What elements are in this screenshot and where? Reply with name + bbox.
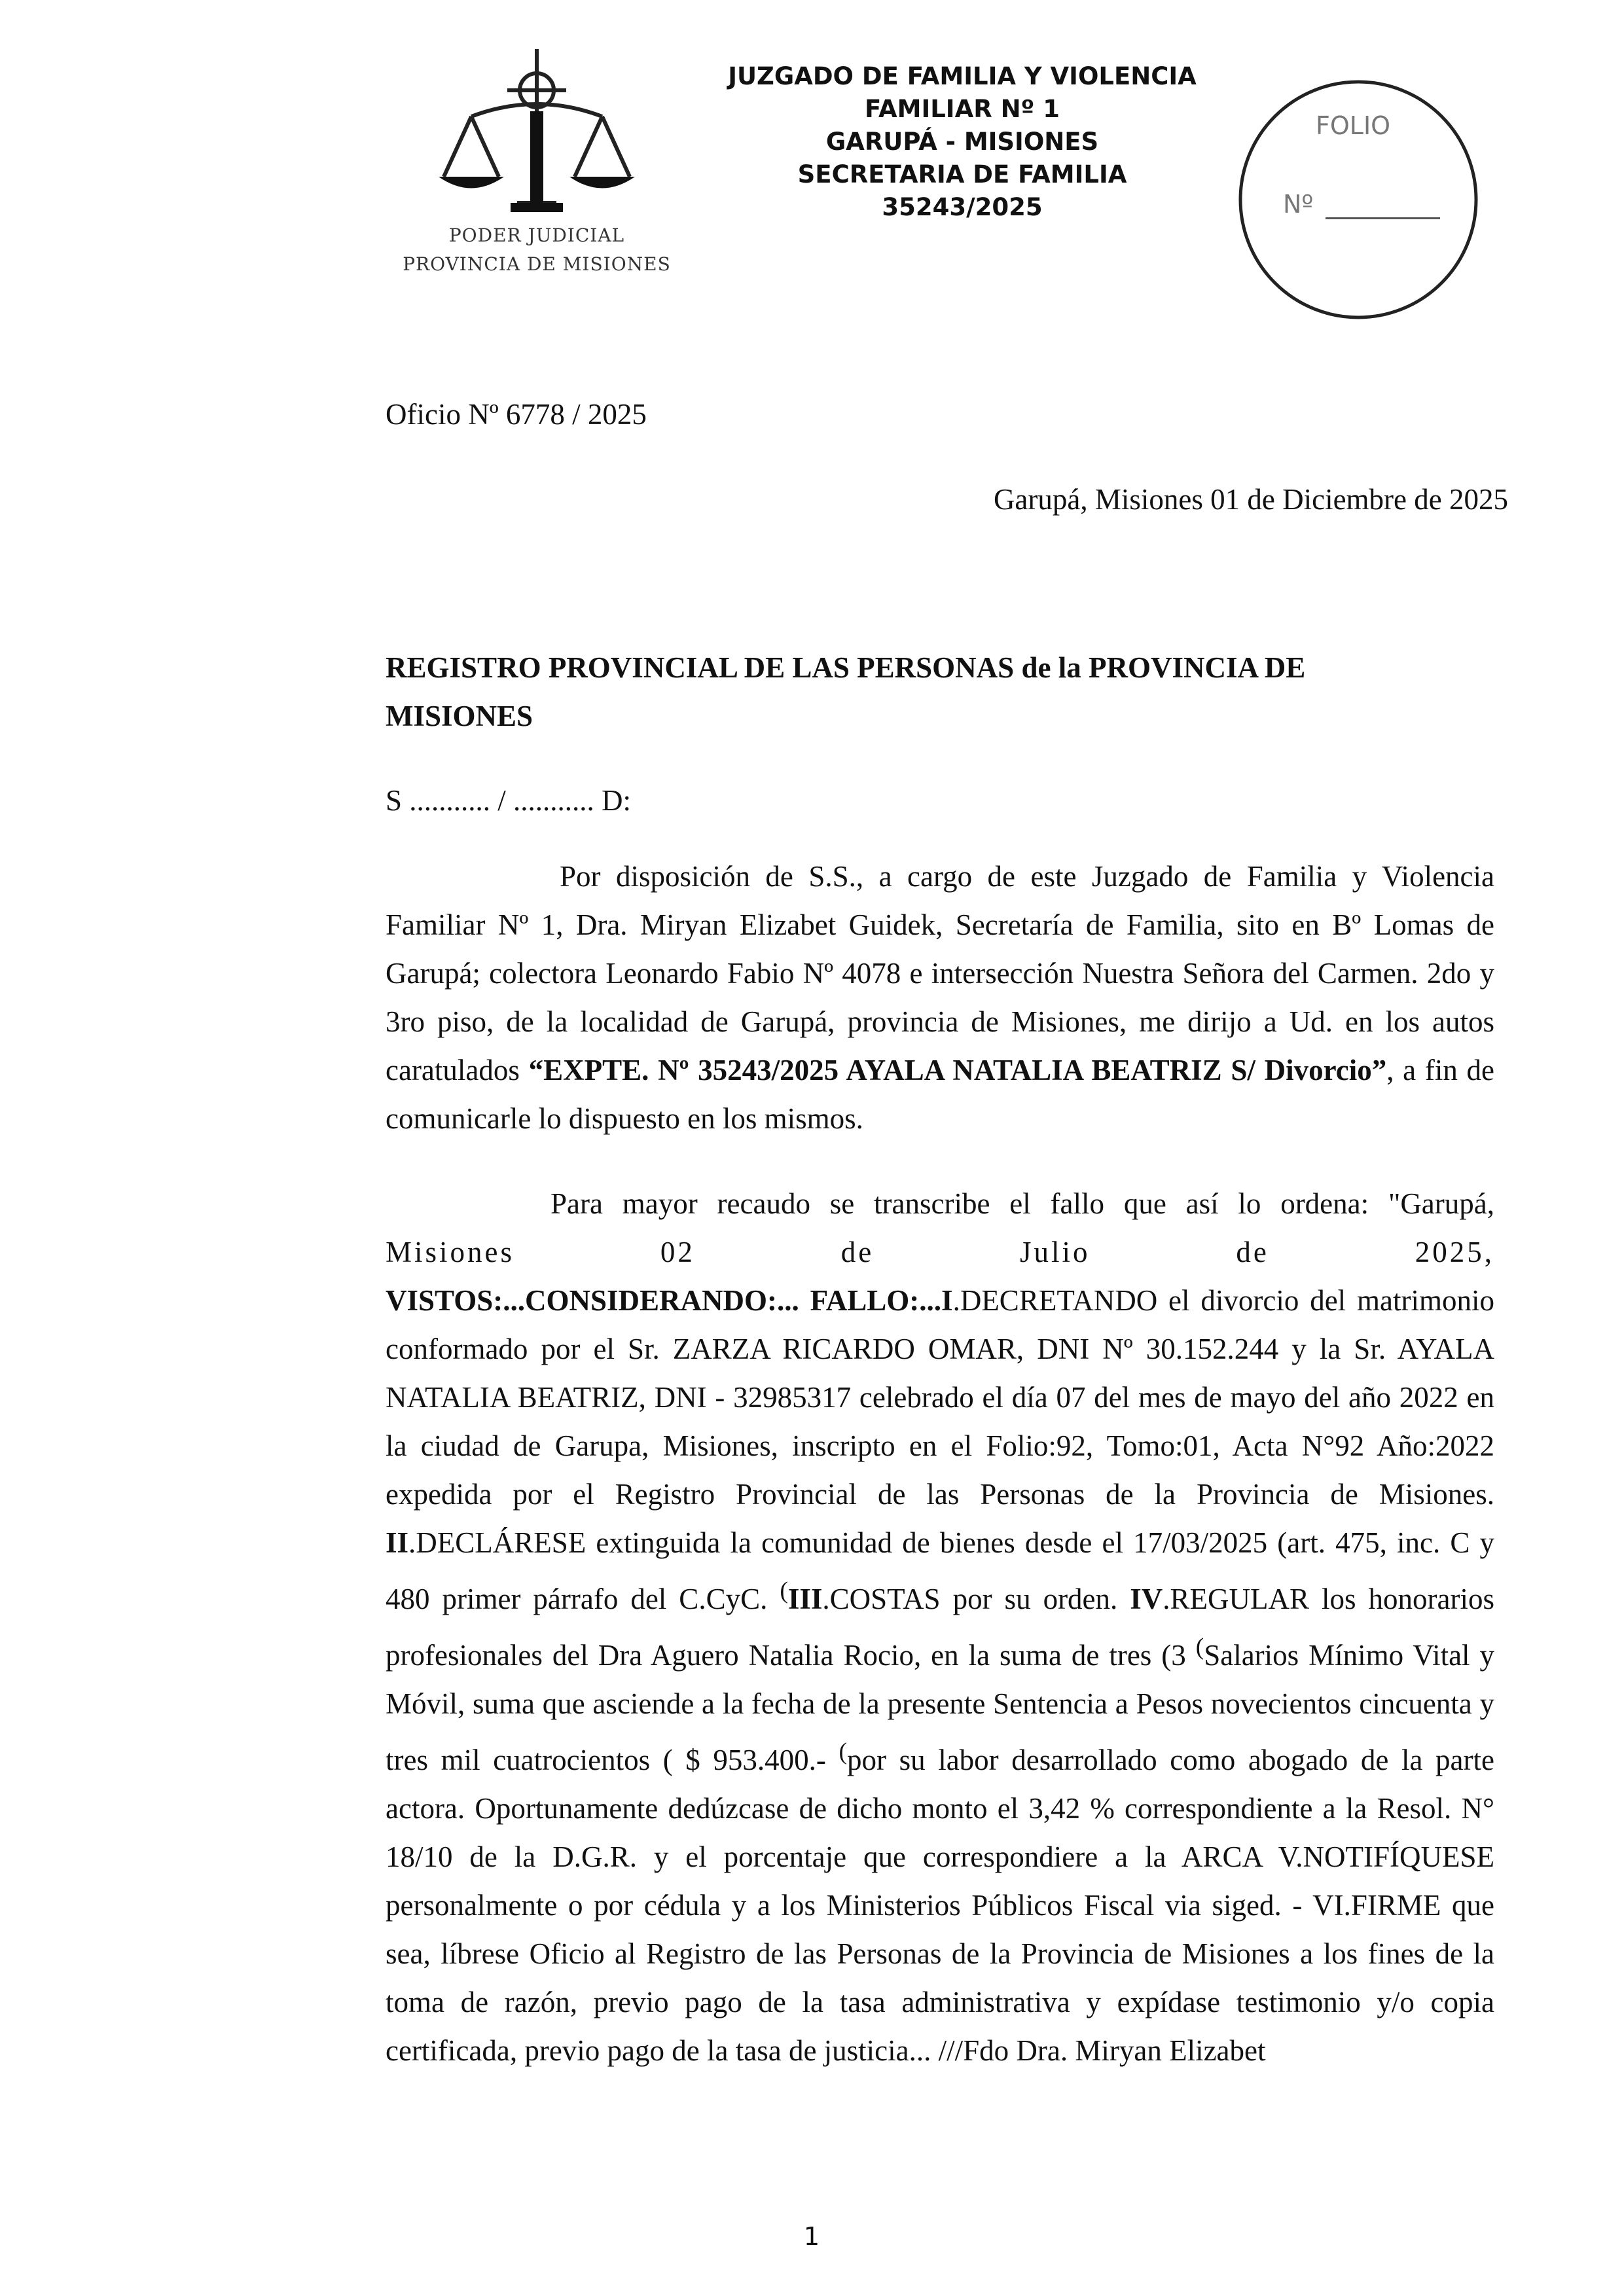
ruling-text: .REGULAR los honorarios profesionales del Dra Aguero Natalia Rocio, en la suma de tres (3	[386, 1583, 1495, 1672]
case-title: “EXPTE. Nº 35243/2025 AYALA NATALIA BEATRIZ S/ Divorcio”	[528, 1054, 1387, 1086]
recipient-line1: REGISTRO PROVINCIAL DE LAS PERSONAS de la PROVINCIA DE	[386, 651, 1306, 684]
roman-numeral: IV	[1130, 1583, 1163, 1615]
ruling-text: por su labor desarrollado como abogado de la parte actora. Oportunamente dedúzcase de dicho monto el 3,42 % correspondiente a la Resol. N° 18/10 de la D.G.R. y el porcentaje que correspondiere a la ARCA V.NOTIFÍQUESE personalmente o por cédula y a los Ministerios Públicos Fiscal via siged. - VI.FIRME que sea, líbrese Oficio al Registro de las Personas de la Provincia de Misiones a los fines de la toma de razón, previo pago de la tasa administrativa y expídase testimonio y/o copia certificada, previo pago de la tasa de justicia... ///Fdo Dra. Miryan Elizabet	[386, 1744, 1494, 2067]
ruling-date-word: 02	[660, 1236, 695, 1268]
logo-caption-line2: PROVINCIA DE MISIONES	[403, 253, 671, 275]
logo-caption	[393, 221, 681, 279]
roman-numeral: II	[386, 1526, 409, 1559]
ruling-date-line	[386, 1228, 1494, 1276]
ruling-date-word: 2025,	[1415, 1236, 1494, 1268]
court-location: GARUPÁ - MISIONES	[825, 128, 1099, 156]
recipient-line2: MISIONES	[386, 700, 533, 732]
paragraph2-line1: Para mayor recaudo se transcribe el fallo que así lo ordena: "Garupá,	[550, 1187, 1494, 1220]
vistos-heading: VISTOS:...CONSIDERANDO:... FALLO:...	[386, 1284, 942, 1317]
ruling-transcript	[386, 1276, 1494, 2075]
logo-caption-line1: PODER JUDICIAL	[448, 224, 625, 246]
paragraph1-closing: , a fin de comunicarle lo dispuesto en los mismos.	[386, 1054, 1494, 1135]
roman-numeral: III	[787, 1583, 823, 1615]
ruling-text: .DECRETANDO el divorcio del matrimonio conformado por el Sr. ZARZA RICARDO OMAR, DNI Nº 30.152.244 y la Sr. AYALA NATALIA BEATRIZ, DNI - 32985317 celebrado el día 07 del mes de mayo del año 2022 en la ciudad de Garupa, Misiones, inscripto en el Folio:92, Tomo:01, Acta N°92 Año:2022 expedida por el Registro Provincial de las Personas de la Provincia de Misiones.	[386, 1284, 1494, 1511]
ruling-text: .COSTAS por su orden.	[822, 1583, 1130, 1615]
roman-numeral: I	[941, 1284, 953, 1317]
court-header	[681, 60, 1244, 224]
folio-number-line	[1326, 217, 1440, 219]
folio-number-label: Nº	[1283, 190, 1314, 219]
court-name-line2: FAMILIAR Nº 1	[864, 95, 1060, 123]
folio-label: FOLIO	[1316, 111, 1391, 140]
paren-mark: (	[839, 1738, 847, 1765]
court-secretariat: SECRETARIA DE FAMILIA	[797, 160, 1127, 188]
paren-mark: (	[1195, 1634, 1204, 1660]
office-number: Oficio Nº 6778 / 2025	[386, 398, 647, 431]
ruling-date-word: Julio	[1020, 1236, 1091, 1268]
recipient	[386, 643, 1498, 740]
paragraph1-intro: Por disposición de S.S., a cargo de este Juzgado de Familia y Violencia Familiar Nº 1, Dra. Miryan Elizabet Guidek, Secretaría de Familia, sito en Bº Lomas de Garupá; colectora Leonardo Fabio Nº 4078 e intersección Nuestra Señora del Carmen. 2do y 3ro piso, de la localidad de Garupá, provincia de Misiones, me dirijo a Ud. en los autos caratulados	[386, 860, 1494, 1086]
page-number: 1	[803, 2222, 820, 2251]
letter-body	[386, 852, 1494, 2075]
paragraph-disposition	[386, 852, 1494, 1143]
paren-mark: (	[780, 1577, 788, 1604]
salutation: S ........... / ........... D:	[386, 784, 632, 817]
ruling-text: .DECLÁRESE extinguida la comunidad de bienes desde el 17/03/2025 (art. 475, inc. C y 480 primer párrafo del C.CyC.	[386, 1526, 1494, 1615]
ruling-text: Salarios Mínimo Vital y Móvil, suma que asciende a la fecha de la presente Sentencia a Pesos novecientos cincuenta y tres mil cuatrocientos ( $ 953.400.-	[386, 1639, 1494, 1776]
court-name-line1: JUZGADO DE FAMILIA Y VIOLENCIA	[728, 62, 1197, 90]
ruling-date-word: Misiones	[386, 1236, 515, 1268]
case-number: 35243/2025	[882, 193, 1043, 221]
ruling-date-word: de	[840, 1236, 875, 1268]
ruling-date-word: de	[1236, 1236, 1269, 1268]
place-date: Garupá, Misiones 01 de Diciembre de 2025	[993, 483, 1508, 516]
folio-stamp-circle	[1231, 72, 1486, 327]
